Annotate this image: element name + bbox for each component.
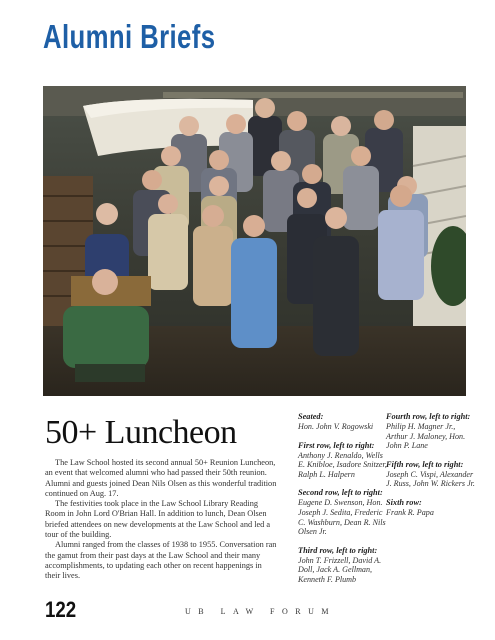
caption-names: John T. Frizzell, David A. Doll, Jack A. Gellman, Kenneth F. Plumb <box>298 555 382 584</box>
caption-heading: Seated: <box>298 412 324 421</box>
caption-heading: Third row, left to right: <box>298 545 378 555</box>
caption-heading: Sixth row: <box>386 497 422 507</box>
article-headline: 50+ Luncheon <box>45 414 237 451</box>
caption-names: Eugene D. Swenson, Hon. Joseph J. Sedita, Frederic C. Washburn, Dean R. Nils Olsen Jr. <box>298 498 386 537</box>
caption-heading: Fifth row, left to right: <box>386 459 464 469</box>
photo-caption-column-2 <box>386 412 476 527</box>
article-body <box>45 458 277 582</box>
article-paragraph: Alumni ranged from the classes of 1938 to 1955. Conversation ran the gamut from their past days at the Law School and their many accomplishments, to updating each other on recent happenings in their lives. <box>45 540 277 581</box>
caption-heading: Second row, left to right: <box>298 488 383 498</box>
caption-names: Hon. John V. Rogowski <box>298 422 374 431</box>
page-number: 122 <box>45 597 77 622</box>
caption-names: Joseph C. Vispi, Alexander J. Russ, John W. Rickers Jr. <box>386 469 475 489</box>
caption-names: Philip H. Magner Jr., Arthur J. Maloney, Hon. John P. Lane <box>386 422 466 451</box>
photo-caption-column-1 <box>298 412 388 594</box>
caption-heading: First row, left to right: <box>298 440 375 450</box>
caption-names: Frank R. Papa <box>386 507 434 517</box>
publication-name: UB LAW FORUM <box>185 607 336 616</box>
caption-heading: Fourth row, left to right: <box>386 412 471 421</box>
article-paragraph: The festivities took place in the Law School Library Reading Room in John Lord O'Brian Hall. In addition to lunch, Dean Olsen briefed attendees on new developments at the Law School and led a tour of the building. <box>45 499 271 540</box>
caption-names: Anthony J. Renaldo, Wells E. Knibloe, Isadore Snitzer, Ralph L. Halpern <box>298 450 387 479</box>
alumni-group-photo <box>43 86 466 396</box>
article-paragraph: The Law School hosted its second annual 50+ Reunion Luncheon, an event that welcomed alumni who had passed their 50th reunion. Alumni and guests joined Dean Nils Olsen as this wonderful tradition continued on Aug. 17. <box>45 458 277 498</box>
section-title: Alumni Briefs <box>43 18 216 55</box>
